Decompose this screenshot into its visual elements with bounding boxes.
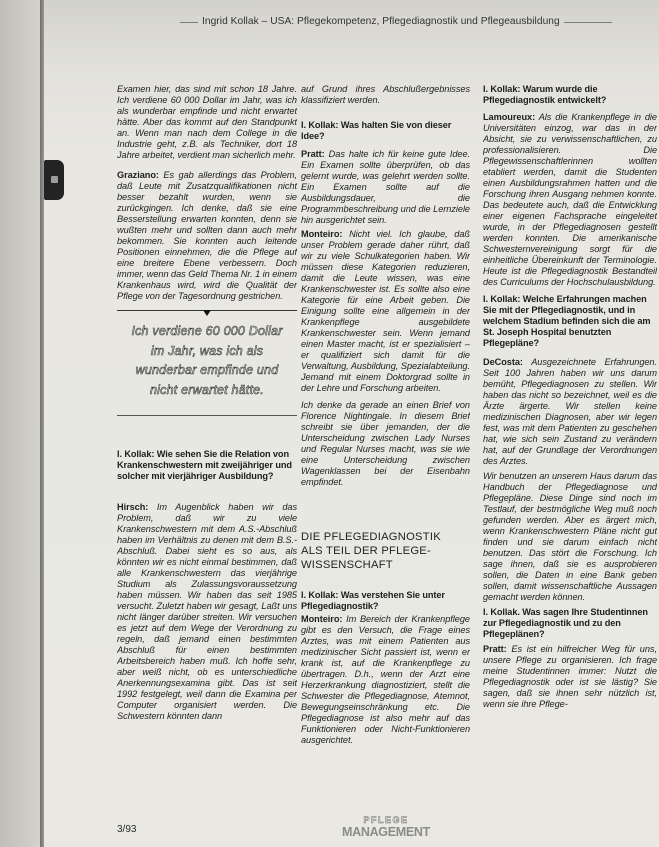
answer-text: Ausgezeichnete Erfahrungen. Seit 100 Jahren haben wir uns darum bemüht, Pflegediagnosen zu stellen. Wir haben das nicht so bezeichnet, weil es die Ärzte ärgerte. Wir stellen keine medizinischen Diagnosen, aber wir legen fest, was mit dem Patienten zu geschehen hat, wie sich sein Zustand zu verändern hat, auf der Grundlage der Verordnungen des Arztes. xyxy=(483,357,657,466)
interview-question xyxy=(483,84,657,106)
pull-quote-line: wunderbar empfinde und xyxy=(135,363,279,377)
section-heading-line: DIE PFLEGEDIAGNOSTIK xyxy=(301,531,441,543)
question-text: Wie sehen Sie die Relation von Krankenschwestern mit zweijähriger und solcher mit vierjähriger Ausbildung? xyxy=(117,449,292,481)
interview-question xyxy=(117,449,297,482)
question-text: Welche Erfahrungen machen Sie mit der Pflegediagnostik, und in welchem Stadium befinden sich die am St. Joseph Hospital benutzten Pflegepläne? xyxy=(483,294,651,348)
answer-graziano xyxy=(117,170,297,302)
pull-quote xyxy=(117,310,297,416)
answer-pratt xyxy=(301,149,470,226)
pull-quote-line: Ich verdiene 60 000 Dollar xyxy=(131,324,283,338)
answer-text: Als die Krankenpflege in die Universitäten einzog, war das in der Absicht, sie zu verwissenschaftlichen, zu professionalisieren. Die Pflegewissenschaftlerinnen wollten etabliert werden, damit die Studenten einen Ausbildungsrahmen hatten und die Forschung ihren Ausgang nehmen konnte. Das bedeutete auch, daß die Entwicklung einer eigenen Fachsprache eingeleitet wurde, in der Pflegediagnosen gestellt werden konnten. Die amerikanische Schwesternvereinigung sorgt für die einheitliche Übereinkunft der Terminologie. Heute ist die Pflegediagnostik Bestandteil des Curriculums der Hochschulausbildung. xyxy=(483,112,657,287)
speaker-name: I. Kollak: xyxy=(117,449,155,459)
column-3 xyxy=(483,84,657,840)
answer-text: Im Bereich der Krankenpflege gibt es den Versuch, die Frage eines Arztes, was mit einem Patienten aus medizinischer Sicht passiert ist, wenn er krank ist, auf die Krankenpflege zu übertragen. D.h., wenn der Arzt eine Herzerkrankung diagnostiziert, stellt die Schwester die Pflegediagnose, Atemnot, Bewegungseinschränkung etc. Die Pflegediagnose ist also mehr auf das Funktionieren oder Nicht-Funktionieren ausgerichtet. xyxy=(301,614,470,745)
answer-continuation: auf Grund ihres Abschlußergebnisses klassifiziert werden. xyxy=(301,84,470,105)
speaker-name: Pratt: xyxy=(301,149,325,159)
answer-monteiro xyxy=(301,229,470,394)
section-heading-line: WISSENSCHAFT xyxy=(301,559,393,571)
answer-paragraph: Ich denke da gerade an einen Brief von Florence Nightingale. In diesem Brief schreibt sie über jemanden, der die Unterscheidung zwischen Lady Nurses und Regular Nurses macht, was sie wie eine Unterscheidung zwischen Wagenklassen bei der Eisenbahn empfindet. xyxy=(301,400,470,487)
speaker-name: DeCosta: xyxy=(483,357,523,367)
pull-quote-line: im Jahr, was ich als xyxy=(150,343,264,358)
speaker-name: Hirsch: xyxy=(117,502,149,512)
running-header: Ingrid Kollak – USA: Pflegekompetenz, Pflegediagnostik und Pflegeausbildung xyxy=(198,16,564,28)
scan-edge-strip xyxy=(0,0,40,847)
question-text: Was sagen Ihre Studentinnen zur Pflegediagnostik und zu den Pflegeplänen? xyxy=(483,607,648,639)
question-text: Was halten Sie von dieser Idee? xyxy=(301,120,452,141)
speaker-name: I. Kollak: xyxy=(483,294,521,304)
speaker-name: Pratt: xyxy=(483,644,507,654)
column-2 xyxy=(301,84,470,840)
speaker-name: I. Kollak: xyxy=(483,84,521,94)
interview-question xyxy=(483,607,657,640)
speaker-name: I. Kollak: xyxy=(301,120,339,130)
pull-quote-marker-icon xyxy=(203,310,211,316)
scan-edge-line xyxy=(40,0,44,847)
logo-line-top: PFLEGE xyxy=(363,815,409,825)
answer-lamoureux xyxy=(483,112,657,288)
speaker-name: I. Kollak: xyxy=(301,590,339,600)
section-heading-line: ALS TEIL DER PFLEGE- xyxy=(301,545,431,557)
answer-text: Es ist ein hilfreicher Weg für uns, unsere Pflege zu organisieren. Ich frage meine Studentinnen immer: Nutzt die Pflegediagnostik oder ist sie lästig? Sie sagen, daß sie ihnen sehr nützlich ist, wenn sie ihre Pflege- xyxy=(483,644,657,709)
page-edge-tab xyxy=(44,160,64,200)
answer-pratt xyxy=(483,644,657,710)
speaker-name: I. Kollak. xyxy=(483,607,520,617)
question-text: Was verstehen Sie unter Pflegediagnostik? xyxy=(301,590,445,611)
speaker-name: Monteiro: xyxy=(301,229,343,239)
answer-hirsch xyxy=(117,502,297,722)
logo-line-bottom: MANAGEMENT xyxy=(342,825,430,839)
magazine-logo xyxy=(334,815,438,839)
issue-number: 3/93 xyxy=(117,824,137,835)
answer-text: Es gab allerdings das Problem, daß Leute mit Zusatzqualifikationen nicht besser bezahlt wurden, wenn sie zurückgingen. Ich denke, daß sie eine Besserstellung erwarten konnten, denn sie wußten mehr und sollten dann auch mehr bekommen. Sie konnten auch leitende Positionen einnehmen, die die Pflege auf eine breitere Ebene verbessern. Doch immer, wenn das Geld Thema Nr. 1 in einem Krankenhaus wird, wird die Qualität der Pflege von der Tagesordnung gestrichen. xyxy=(117,170,297,301)
answer-paragraph: Examen hier, das sind mit schon 18 Jahre. Ich verdiene 60 000 Dollar im Jahr, was ich als wunderbar empfinde und nicht erwartet hätte. Aber das kommt auf den Standpunkt an. Wenn man nach dem College in die Industrie geht, z.B. als Techniker, dort 18 Jahre arbeitet, verdient man sicherlich mehr. xyxy=(117,84,297,160)
interview-question xyxy=(301,120,470,142)
column-1 xyxy=(117,84,297,840)
speaker-name: Monteiro: xyxy=(301,614,343,624)
answer-text: Im Augenblick haben wir das Problem, daß wir zu viele Krankenschwestern mit dem A.S.-Abschluß haben im Verhältnis zu denen mit dem B.S.-Abschluß. Dabei sieht es so aus, als könnten wir es nicht einmal bestimmen, daß alle Krankenschwestern das vierjährige Studium als Zulassungsvoraussetzung haben müssen. Wir haben das seit 1985 versucht. Zuletzt haben wir gesagt, Laßt uns nicht länger darüber streiten. Wir versuchen es jetzt auf dem Wege der Verordnung zu regeln, daß jemand einen bestimmten Abschluß für einen bestimmten Arbeitsbereich haben muß. Ich hoffe sehr, aber weiß nicht, ob es unterschiedliche Anerkennungsexamina gibt. Das ist seit 1992 festgelegt, weil dann die Examina per Computer organisiert werden. Die Schwestern könnten dann xyxy=(117,502,297,721)
question-text: Warum wurde die Pflegediagnostik entwickelt? xyxy=(483,84,607,105)
answer-decosta xyxy=(483,357,657,467)
speaker-name: Graziano: xyxy=(117,170,159,180)
interview-question xyxy=(483,294,657,349)
answer-text: Das halte ich für keine gute Idee. Ein Examen sollte überprüfen, ob das gelernt wurde, was gelehrt werden sollte. Ein Examen sollte auf die Ausbildungsdauer, die Programmbeschreibung und die Lernziele hin ausgerichtet sein. xyxy=(301,149,470,225)
answer-monteiro xyxy=(301,614,470,746)
interview-question xyxy=(301,590,470,612)
pull-quote-line: nicht erwartet hätte. xyxy=(150,382,264,397)
answer-text: Nicht viel. Ich glaube, daß unser Problem gerade daher rührt, daß wir zu viele Schulkategorien haben. Wir müssen diese Kategorien reduzieren, damit die Leute wissen, was eine Krankenschwester ist. Es sollte also eine Kategorie für eine Arbeit geben. Die Einigung sollte eine allgemein in der Krankenpflege ausgebildete Krankenschwester sein. Wenn jemand einen Master macht, ist er spezialisiert – er qualifiziert sich damit für die Verwaltung, Ausbildung, Spezialabteilung. Jemand mit einem Doktorgrad sollte in der Lehre und Forschung arbeiten. xyxy=(301,229,470,393)
answer-paragraph: Wir benutzen an unserem Haus darum das Handbuch der Pflegediagnose und Pflegepläne. Diese Dinge sind noch im Testlauf, der bestmögliche Weg muß noch gefunden werden. Aber es ärgert mich, wenn Krankenschwestern Pläne nicht gut finden und sie darum einfach nicht benutzen. Das stört die Forschung. Ich sage ihnen, daß sie es ausprobieren sollen, die Daten in eine Bank geben sollen, damit wissenschaftliche Aussagen gemacht werden können. xyxy=(483,471,657,602)
speaker-name: Lamoureux: xyxy=(483,112,536,122)
section-heading xyxy=(301,530,470,572)
